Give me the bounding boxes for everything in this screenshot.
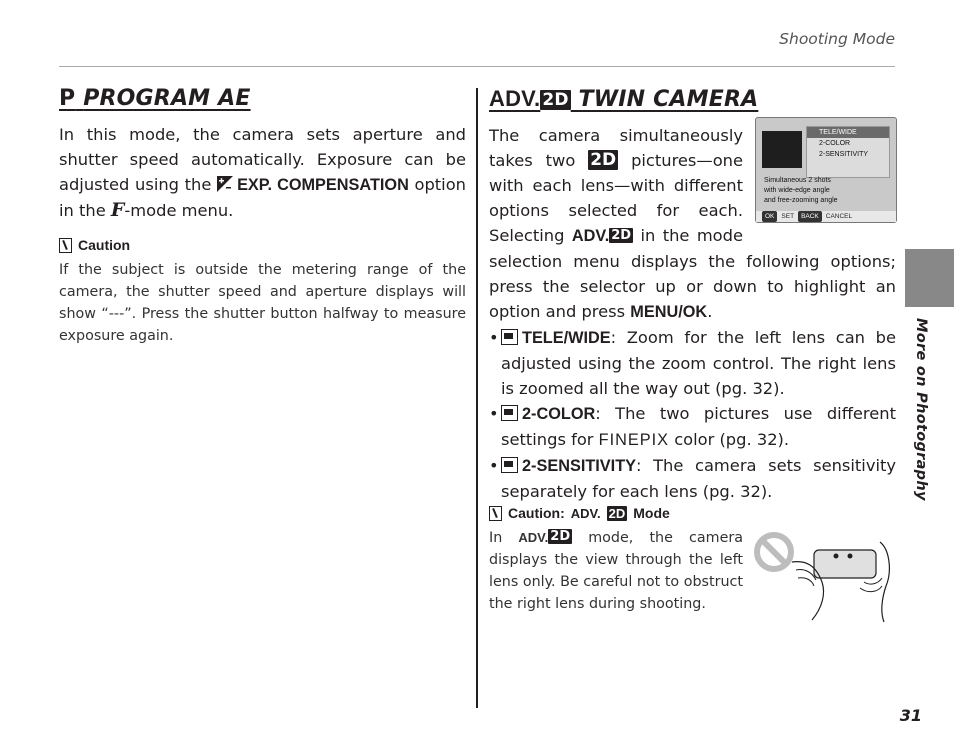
lcd-preview	[762, 131, 802, 168]
set-label: SET	[781, 213, 795, 220]
exp-compensation-label: EXP. COMPENSATION	[237, 176, 409, 194]
adv-2d-caution	[489, 505, 743, 615]
lcd-desc-line: with wide-edge angle	[764, 187, 830, 194]
header-rule	[59, 66, 895, 67]
option-label: 2-COLOR	[522, 405, 596, 423]
exposure-compensation-icon	[217, 176, 233, 192]
twin-camera-heading	[489, 84, 896, 115]
caution-text-1: In	[489, 530, 519, 546]
program-ae-heading	[59, 84, 466, 114]
caution-icon	[489, 506, 502, 521]
lcd-menu	[806, 126, 890, 178]
adv-label: ADV.	[571, 227, 610, 245]
body-text-3: -mode menu.	[124, 201, 234, 220]
option-label: TELE/WIDE	[522, 329, 611, 347]
page-number: 31	[899, 706, 922, 725]
option-text: : The camera sets sensitivity separately for each lens (pg. 32).	[501, 456, 896, 501]
lcd-desc-line: Simultaneous 2 shots	[764, 177, 831, 184]
adv-label: ADV.	[489, 86, 541, 111]
program-ae-body	[59, 122, 466, 223]
program-ae-section	[59, 84, 466, 347]
caution-text: If the subject is outside the metering range of the camera, the shutter speed and aperture displays will show “---”. Press the shutter button halfway to measure exposure again.	[59, 262, 466, 344]
lens	[848, 554, 853, 559]
caution-text	[489, 527, 743, 615]
option-text: : Zoom for the left lens can be adjusted using the zoom control. The right lens is zoomed all the way out (pg. 32).	[501, 328, 896, 398]
camera-body	[814, 550, 876, 578]
two-color-icon	[501, 405, 518, 421]
twin-camera-title: TWIN CAMERA	[578, 87, 759, 112]
lcd-menu-item: 2-SENSITIVITY	[819, 151, 869, 158]
caution-title: Caution	[78, 237, 131, 253]
adv-label: ADV.	[518, 530, 549, 545]
program-ae-title: PROGRAM AE	[83, 86, 251, 111]
chapter-label: More on Photography	[913, 318, 929, 501]
lens	[834, 554, 839, 559]
option-text: color (pg. 32).	[669, 430, 790, 449]
intro-text-1: The camera simultaneously takes two	[489, 126, 743, 170]
prohibited-slash	[762, 540, 786, 564]
2d-icon: 2D	[590, 150, 617, 170]
lcd-menu-item: TELE/WIDE	[807, 127, 889, 138]
list-item	[489, 325, 896, 401]
caution-heading	[59, 237, 466, 253]
body-text-1: In this mode, the camera sets aperture and shutter speed automatically. Exposure can be adjusted using the	[59, 125, 466, 194]
camera-hands-illustration	[752, 522, 894, 626]
caution-text-2: mode, the camera displays the view through the left lens only. Be careful not to obstruct the right lens during shooting.	[489, 530, 744, 612]
intro-end: .	[707, 302, 713, 321]
cancel-label: CANCEL	[825, 213, 853, 220]
two-sensitivity-icon	[501, 457, 518, 473]
caution-icon	[59, 238, 72, 253]
2d-icon: 2D	[542, 90, 569, 110]
adv-label: ADV.	[570, 505, 601, 521]
running-header: Shooting Mode	[779, 30, 895, 48]
lcd-menu-item: 2-COLOR	[819, 140, 851, 147]
body-text-2: option in the	[59, 175, 466, 220]
ok-key: OK	[762, 211, 777, 222]
menu-ok-label: MENU/OK	[630, 303, 708, 321]
caution-title-mode: Mode	[633, 505, 670, 521]
lcd-desc-line: and free-zooming angle	[764, 197, 838, 204]
left-fingers	[796, 569, 816, 586]
tele-wide-icon	[501, 329, 518, 345]
f-mode-icon: F	[110, 199, 125, 221]
lcd-guide-bar	[756, 211, 896, 222]
list-item	[489, 401, 896, 453]
option-label: 2-SENSITIVITY	[522, 457, 636, 475]
list-item	[489, 453, 896, 504]
lcd-illustration	[755, 117, 900, 227]
twin-camera-section	[489, 84, 896, 504]
lcd-description	[764, 176, 838, 206]
intro-text-2: pictures—one with each lens—with different options selected for each. Selecting	[489, 151, 743, 245]
caution-heading	[489, 505, 743, 521]
lcd-screen	[755, 117, 897, 223]
column-divider	[476, 88, 478, 708]
finepix-brand: FINEPIX	[598, 431, 670, 449]
caution-title: Caution:	[508, 505, 565, 521]
option-text: : The two pictures use different settings for	[501, 404, 896, 449]
twin-camera-intro	[489, 123, 896, 325]
2d-icon: 2D	[608, 505, 626, 521]
right-fingers	[860, 578, 882, 592]
chapter-tab	[905, 249, 954, 307]
back-key: BACK	[798, 211, 822, 222]
intro-text-3: in the mode selection menu displays the following options; press the selector up or down to highlight an option and press	[489, 226, 896, 321]
right-hand	[880, 542, 889, 622]
2d-icon: 2D	[611, 228, 632, 243]
2d-icon: 2D	[550, 529, 571, 544]
mode-letter: P	[59, 86, 76, 111]
option-list	[489, 325, 896, 504]
